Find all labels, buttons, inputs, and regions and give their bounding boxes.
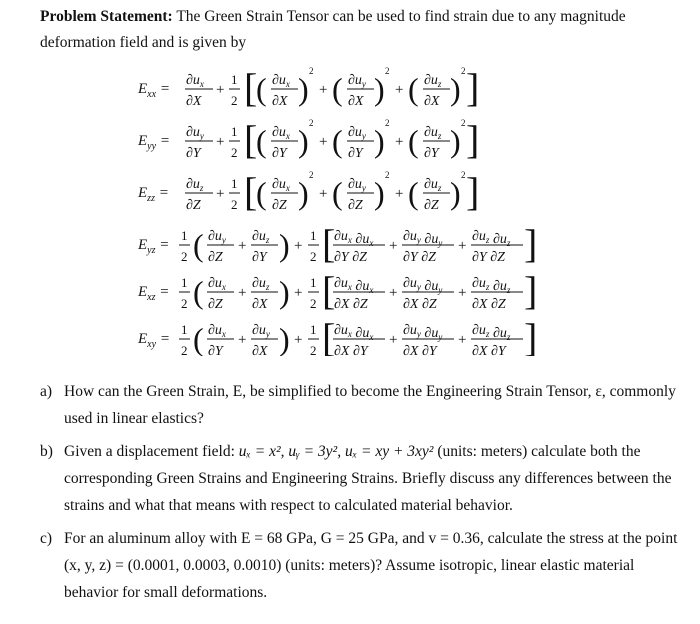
svg-text:[: [ [244, 65, 258, 110]
svg-text:Exx =: $E_{xx}$ = [138, 81, 170, 100]
svg-text:+: + [458, 238, 467, 254]
svg-text:[: [ [322, 315, 336, 356]
displacement-field: uₓ = x², uᵧ = 3y², uₓ = xy + 3xy² [238, 443, 434, 460]
svg-text:∂X ∂Y: ∂X ∂Y [472, 344, 506, 356]
svg-text:∂Z: ∂Z [272, 198, 287, 213]
svg-text:+: + [458, 332, 467, 348]
equation-exx [137, 65, 479, 110]
svg-text:∂X: ∂X [252, 297, 268, 312]
question-text [64, 438, 680, 519]
svg-text:∂ux: $\partial u_x$ [208, 323, 226, 339]
svg-text:∂Z: ∂Z [424, 198, 439, 213]
svg-text:Eyy =: $E_{yy}$ = [138, 133, 170, 152]
svg-text:∂Z: ∂Z [348, 198, 363, 213]
svg-text:2: 2 [461, 66, 466, 76]
svg-text:+: + [294, 238, 303, 254]
svg-text:2: 2 [385, 118, 390, 128]
svg-text:+: + [319, 186, 328, 202]
svg-text:Ezz =: $E_{zz}$ = [138, 185, 169, 204]
svg-text:∂ux: $\partial u_x$ [272, 73, 290, 89]
svg-text:1: 1 [181, 322, 188, 337]
equation-eyy [137, 117, 479, 162]
svg-text:(: ( [332, 71, 343, 107]
svg-text:∂X: ∂X [348, 94, 364, 109]
svg-text:+: + [458, 285, 467, 301]
equation-ezz [137, 169, 479, 214]
svg-text:+: + [294, 285, 303, 301]
svg-text:1: 1 [310, 228, 317, 243]
svg-text:∂X ∂Z: ∂X ∂Z [334, 297, 368, 312]
svg-text:∂uy: $\partial u_y$ [208, 229, 226, 245]
svg-text:(: ( [256, 71, 267, 107]
svg-text:∂uz ∂uz: $\partial u_z$ $\partial u_z$ [472, 323, 511, 342]
svg-text:∂X: ∂X [186, 94, 202, 109]
svg-text:+: + [389, 285, 398, 301]
svg-text:∂ux: $\partial u_x$ [272, 125, 290, 141]
svg-text:(: ( [256, 123, 267, 159]
svg-text:∂Y ∂Z: ∂Y ∂Z [334, 250, 367, 265]
svg-text:Exy =: $E_{xy}$ = [138, 331, 170, 350]
svg-text:+: + [238, 332, 247, 348]
svg-text:∂X: ∂X [424, 94, 440, 109]
question-label: c) [40, 530, 53, 547]
svg-text:2: 2 [385, 170, 390, 180]
svg-text:): ) [298, 123, 309, 159]
question-label: b) [40, 443, 53, 460]
svg-text:∂X ∂Z: ∂X ∂Z [472, 297, 506, 312]
svg-text:2: 2 [385, 66, 390, 76]
svg-text:∂Y: ∂Y [348, 146, 363, 161]
svg-text:∂X ∂Y: ∂X ∂Y [403, 344, 437, 356]
svg-text:): ) [374, 175, 385, 211]
question-text: How can the Green Strain, E, be simplified to become the Engineering Strain Tensor, ε, commonly used in linear elastics? [64, 383, 676, 427]
svg-text:): ) [450, 123, 461, 159]
svg-text:[: [ [322, 268, 336, 313]
svg-text:∂uy: $\partial u_y$ [252, 323, 270, 339]
svg-text:(: ( [193, 321, 204, 356]
svg-text:∂uy ∂uy: $\partial u_y$ $\partial u_y$ [403, 276, 443, 295]
svg-text:+: + [389, 332, 398, 348]
svg-text:2: 2 [181, 296, 188, 311]
svg-text:[: [ [244, 169, 258, 214]
svg-text:∂Z: ∂Z [208, 250, 223, 265]
svg-text:(: ( [193, 274, 204, 310]
svg-text:]: ] [524, 268, 538, 313]
svg-text:): ) [450, 175, 461, 211]
svg-text:(: ( [408, 123, 419, 159]
svg-text:+: + [216, 186, 225, 202]
svg-text:1: 1 [310, 275, 317, 290]
question-list [40, 378, 680, 612]
svg-text:): ) [279, 274, 290, 310]
svg-text:+: + [238, 285, 247, 301]
svg-text:): ) [298, 71, 309, 107]
svg-text:]: ] [466, 117, 480, 162]
svg-text:(: ( [332, 175, 343, 211]
svg-text:+: + [294, 332, 303, 348]
svg-text:+: + [216, 134, 225, 150]
problem-intro: The Green Strain Tensor can be used to find strain due to any magnitude deformation field and is given by [40, 8, 626, 51]
svg-text:∂Z: ∂Z [208, 297, 223, 312]
svg-text:∂ux ∂ux: $\partial u_x$ $\partial u_x$ [334, 229, 374, 248]
svg-text:(: ( [256, 175, 267, 211]
svg-text:2: 2 [461, 170, 466, 180]
svg-text:[: [ [244, 117, 258, 162]
svg-text:]: ] [524, 315, 538, 356]
svg-text:1: 1 [231, 124, 238, 139]
svg-text:2: 2 [310, 296, 317, 311]
svg-text:∂uy: $\partial u_y$ [348, 73, 366, 89]
svg-text:∂uz ∂uz: $\partial u_z$ $\partial u_z$ [472, 229, 511, 248]
svg-text:∂uy ∂uy: $\partial u_y$ $\partial u_y$ [403, 323, 443, 342]
svg-text:∂Y ∂Z: ∂Y ∂Z [472, 250, 505, 265]
question-b [40, 438, 680, 519]
svg-text:∂X ∂Y: ∂X ∂Y [334, 344, 368, 356]
svg-text:∂uz ∂uz: $\partial u_z$ $\partial u_z$ [472, 276, 511, 295]
svg-text:1: 1 [310, 322, 317, 337]
svg-text:∂Y: ∂Y [186, 146, 201, 161]
green-strain-equations [0, 60, 700, 356]
svg-text:+: + [395, 186, 404, 202]
equation-eyz [137, 221, 537, 266]
svg-text:2: 2 [309, 170, 314, 180]
svg-text:∂uz: $\partial u_z$ [186, 177, 204, 193]
svg-text:∂ux: $\partial u_x$ [272, 177, 290, 193]
svg-text:2: 2 [461, 118, 466, 128]
svg-text:∂Y: ∂Y [252, 250, 267, 265]
svg-text:∂ux: $\partial u_x$ [208, 276, 226, 292]
svg-text:∂ux ∂ux: $\partial u_x$ $\partial u_x$ [334, 323, 374, 342]
svg-text:]: ] [524, 221, 538, 266]
svg-text:Eyz =: $E_{yz}$ = [138, 237, 170, 256]
svg-text:1: 1 [181, 228, 188, 243]
svg-text:): ) [450, 71, 461, 107]
svg-text:+: + [216, 82, 225, 98]
equation-exz [137, 268, 537, 313]
svg-text:2: 2 [309, 118, 314, 128]
svg-text:): ) [279, 227, 290, 263]
svg-text:∂uy: $\partial u_y$ [186, 125, 204, 141]
svg-text:2: 2 [309, 66, 314, 76]
svg-text:(: ( [193, 227, 204, 263]
svg-text:∂uy: $\partial u_y$ [348, 177, 366, 193]
svg-text:∂ux ∂ux: $\partial u_x$ $\partial u_x$ [334, 276, 374, 295]
svg-text:1: 1 [181, 275, 188, 290]
question-c [40, 525, 680, 606]
svg-text:]: ] [466, 169, 480, 214]
svg-text:∂X: ∂X [252, 344, 268, 356]
svg-text:+: + [389, 238, 398, 254]
svg-text:Exz =: $E_{xz}$ = [138, 284, 170, 303]
svg-text:2: 2 [310, 343, 317, 356]
svg-text:∂Y: ∂Y [208, 344, 223, 356]
svg-text:∂Y: ∂Y [272, 146, 287, 161]
svg-text:(: ( [408, 71, 419, 107]
svg-text:): ) [279, 321, 290, 356]
svg-text:[: [ [322, 221, 336, 266]
svg-text:∂uz: $\partial u_z$ [424, 73, 442, 89]
equation-exy [137, 315, 537, 356]
svg-text:1: 1 [231, 176, 238, 191]
svg-text:∂uz: $\partial u_z$ [424, 177, 442, 193]
svg-text:): ) [298, 175, 309, 211]
svg-text:1: 1 [231, 72, 238, 87]
question-text: For an aluminum alloy with E = 68 GPa, G = 25 GPa, and v = 0.36, calculate the stress at the point (x, y, z) = (0.0001, 0.0003, 0.0010) (units: meters)? Assume isotropic, linear elastic material behavior for small deformations. [64, 530, 678, 601]
problem-heading: Problem Statement: [40, 8, 173, 25]
svg-text:∂uz: $\partial u_z$ [424, 125, 442, 141]
svg-text:+: + [395, 134, 404, 150]
svg-text:+: + [238, 238, 247, 254]
question-a [40, 378, 680, 432]
svg-text:2: 2 [231, 93, 238, 108]
svg-text:(: ( [332, 123, 343, 159]
svg-text:2: 2 [181, 249, 188, 264]
svg-text:∂uz: $\partial u_z$ [252, 229, 270, 245]
svg-text:+: + [319, 82, 328, 98]
question-label: a) [40, 383, 53, 400]
svg-text:]: ] [466, 65, 480, 110]
svg-text:∂ux: $\partial u_x$ [186, 73, 204, 89]
svg-text:2: 2 [231, 145, 238, 160]
svg-text:2: 2 [181, 343, 188, 356]
question-text-post: (units: meters) calculate both the corresponding Green Strains and Engineering Strains. Briefly discuss any differences between the strains and what that means with respect to calculated material behavior. [64, 443, 672, 514]
svg-text:∂Y: ∂Y [424, 146, 439, 161]
svg-text:2: 2 [310, 249, 317, 264]
svg-text:∂X: ∂X [272, 94, 288, 109]
problem-statement [40, 4, 690, 56]
svg-text:2: 2 [231, 197, 238, 212]
svg-text:): ) [374, 123, 385, 159]
svg-text:): ) [374, 71, 385, 107]
svg-text:∂uy: $\partial u_y$ [348, 125, 366, 141]
svg-text:∂Y ∂Z: ∂Y ∂Z [403, 250, 436, 265]
svg-text:∂Z: ∂Z [186, 198, 201, 213]
svg-text:+: + [319, 134, 328, 150]
svg-text:∂uz: $\partial u_z$ [252, 276, 270, 292]
question-text-pre: Given a displacement field: [64, 443, 239, 460]
svg-text:+: + [395, 82, 404, 98]
svg-text:∂uy ∂uy: $\partial u_y$ $\partial u_y$ [403, 229, 443, 248]
svg-text:(: ( [408, 175, 419, 211]
svg-text:∂X ∂Z: ∂X ∂Z [403, 297, 437, 312]
